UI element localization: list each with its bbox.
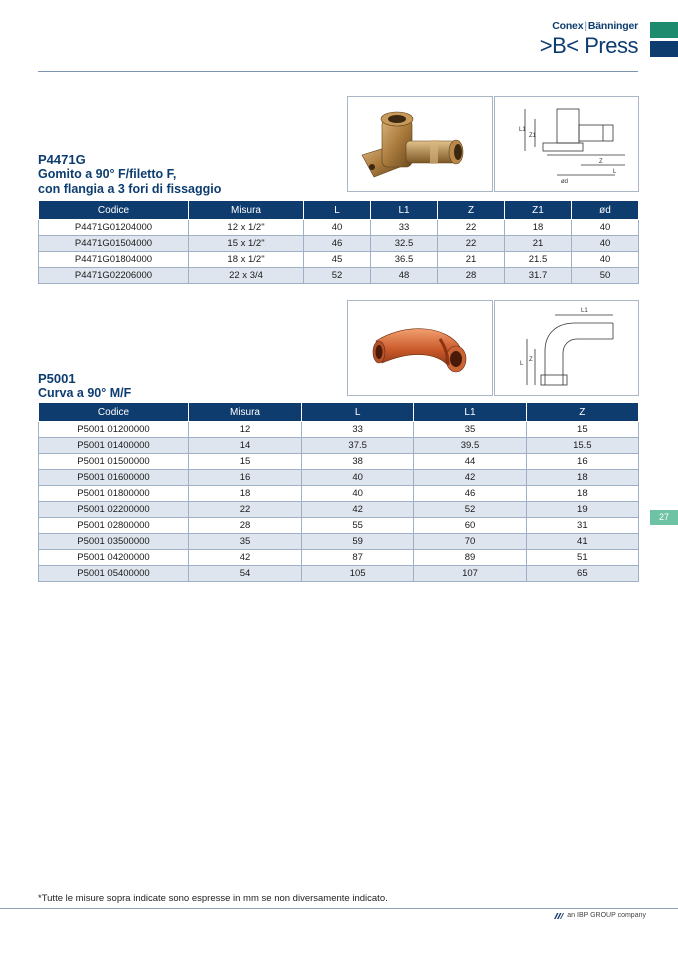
table-cell: 52 — [304, 268, 371, 284]
col-header-l1: L1 — [371, 201, 438, 220]
table-cell: 45 — [304, 252, 371, 268]
table-cell: 65 — [526, 566, 638, 582]
col-header-l1: L1 — [414, 403, 526, 422]
table-cell: 50 — [572, 268, 639, 284]
table-cell: P4471G01504000 — [39, 236, 189, 252]
table-row — [39, 454, 639, 470]
brand-name-banninger: Bänninger — [587, 20, 638, 32]
table-cell: 41 — [526, 534, 638, 550]
table-cell: 38 — [302, 454, 414, 470]
dimensions-table-p5001 — [38, 402, 639, 582]
table-header-row — [39, 403, 639, 422]
col-header-misura: Misura — [189, 201, 304, 220]
brand-name-conex: Conex — [552, 20, 584, 32]
footnote: *Tutte le misure sopra indicate sono espresse in mm se non diversamente indicato. — [38, 893, 388, 904]
brand-separator: | — [584, 20, 587, 32]
footer-divider — [0, 908, 678, 909]
header-tab-blue — [650, 41, 678, 57]
table-cell: 31 — [526, 518, 638, 534]
table-cell: 18 x 1/2" — [189, 252, 304, 268]
table-cell: 70 — [414, 534, 526, 550]
table-cell: 52 — [414, 502, 526, 518]
col-header-l: L — [304, 201, 371, 220]
table-cell: 22 — [189, 502, 302, 518]
drawing-label-z: Z — [529, 357, 533, 363]
table-cell: 31.7 — [505, 268, 572, 284]
bend-drawing-icon — [495, 301, 640, 397]
table-cell: 21 — [505, 236, 572, 252]
table-cell: 15 x 1/2" — [189, 236, 304, 252]
table-cell: P5001 03500000 — [39, 534, 189, 550]
elbow-flange-drawing-icon — [495, 97, 640, 193]
col-header-z: Z — [526, 403, 638, 422]
table-cell: 16 — [526, 454, 638, 470]
table-cell: 42 — [302, 502, 414, 518]
col-header-codice: Codice — [39, 403, 189, 422]
table-cell: 42 — [414, 470, 526, 486]
col-header-codice: Codice — [39, 201, 189, 220]
table-cell: 35 — [189, 534, 302, 550]
table-cell: 54 — [189, 566, 302, 582]
technical-drawing-elbow-flange — [494, 96, 639, 192]
table-row — [39, 470, 639, 486]
elbow-flange-photo-icon — [348, 97, 494, 193]
table-cell: 60 — [414, 518, 526, 534]
table-cell: 15 — [526, 422, 638, 438]
col-header-z: Z — [438, 201, 505, 220]
table-cell: 51 — [526, 550, 638, 566]
table-cell: 15 — [189, 454, 302, 470]
table-cell: 44 — [414, 454, 526, 470]
table-cell: 55 — [302, 518, 414, 534]
table-row — [39, 252, 639, 268]
footer-company-text: an IBP GROUP company — [567, 912, 646, 919]
product-title-line2: con flangia a 3 fori di fissaggio — [38, 182, 222, 196]
table-row — [39, 550, 639, 566]
table-cell: P5001 02200000 — [39, 502, 189, 518]
table-cell: P4471G01804000 — [39, 252, 189, 268]
table-cell: 15.5 — [526, 438, 638, 454]
drawing-label-l: L — [520, 361, 524, 367]
col-header-z1: Z1 — [505, 201, 572, 220]
header-tab-green — [650, 22, 678, 38]
table-cell: 39.5 — [414, 438, 526, 454]
table-header-row — [39, 201, 639, 220]
table-cell: P4471G02206000 — [39, 268, 189, 284]
table-cell: 22 — [438, 236, 505, 252]
table-row — [39, 486, 639, 502]
table-cell: 40 — [572, 220, 639, 236]
table-cell: 46 — [304, 236, 371, 252]
table-cell: 18 — [505, 220, 572, 236]
table-cell: 59 — [302, 534, 414, 550]
table-row — [39, 268, 639, 284]
col-header-od: ød — [572, 201, 639, 220]
table-cell: 16 — [189, 470, 302, 486]
copper-bend-photo-icon — [348, 301, 494, 397]
product-photo-elbow-flange — [347, 96, 493, 192]
table-cell: 107 — [414, 566, 526, 582]
product-title-line1: Gomito a 90° F/filetto F, — [38, 167, 177, 181]
dimensions-table-p4471g — [38, 200, 639, 284]
table-cell: 35 — [414, 422, 526, 438]
table-cell: 48 — [371, 268, 438, 284]
table-row — [39, 534, 639, 550]
table-row — [39, 566, 639, 582]
table-row — [39, 518, 639, 534]
table-cell: 18 — [526, 486, 638, 502]
table-cell: 28 — [438, 268, 505, 284]
table-cell: 36.5 — [371, 252, 438, 268]
drawing-label-z: Z — [599, 159, 603, 165]
table-cell: 42 — [189, 550, 302, 566]
table-cell: 40 — [572, 236, 639, 252]
table-cell: 46 — [414, 486, 526, 502]
product-title — [38, 167, 221, 197]
page-number: 27 — [650, 510, 678, 525]
table-cell: 32.5 — [371, 236, 438, 252]
brand-product-line: >B< Press — [539, 33, 638, 58]
brand-logo — [540, 20, 638, 59]
table-cell: P5001 01200000 — [39, 422, 189, 438]
col-header-l: L — [302, 403, 414, 422]
table-cell: 40 — [572, 252, 639, 268]
table-cell: 33 — [371, 220, 438, 236]
table-cell: 14 — [189, 438, 302, 454]
table-cell: 22 x 3/4 — [189, 268, 304, 284]
table-cell: 19 — [526, 502, 638, 518]
table-row — [39, 236, 639, 252]
table-cell: P5001 01400000 — [39, 438, 189, 454]
table-row — [39, 220, 639, 236]
table-cell: 12 x 1/2" — [189, 220, 304, 236]
drawing-label-z1: Z1 — [529, 133, 537, 139]
footer-company — [554, 912, 646, 919]
table-cell: P4471G01204000 — [39, 220, 189, 236]
table-cell: 105 — [302, 566, 414, 582]
table-cell: 33 — [302, 422, 414, 438]
table-cell: 21.5 — [505, 252, 572, 268]
product-code: P5001 — [38, 371, 76, 386]
technical-drawing-bend — [494, 300, 639, 396]
brand-name — [540, 20, 638, 32]
table-cell: 12 — [189, 422, 302, 438]
table-cell: 28 — [189, 518, 302, 534]
table-cell: 89 — [414, 550, 526, 566]
table-row — [39, 438, 639, 454]
table-cell: 18 — [189, 486, 302, 502]
table-row — [39, 422, 639, 438]
table-cell: P5001 01600000 — [39, 470, 189, 486]
product-title: Curva a 90° M/F — [38, 386, 132, 400]
table-cell: 40 — [302, 470, 414, 486]
col-header-misura: Misura — [189, 403, 302, 422]
table-row — [39, 502, 639, 518]
table-cell: 40 — [304, 220, 371, 236]
table-body — [39, 422, 639, 582]
table-cell: 40 — [302, 486, 414, 502]
table-cell: 37.5 — [302, 438, 414, 454]
table-cell: 22 — [438, 220, 505, 236]
table-body — [39, 220, 639, 284]
drawing-label-l: L — [613, 169, 617, 175]
table-cell: 18 — [526, 470, 638, 486]
table-cell: P5001 05400000 — [39, 566, 189, 582]
table-cell: P5001 01500000 — [39, 454, 189, 470]
header-divider — [38, 71, 638, 72]
ibp-stripes-icon — [554, 913, 564, 919]
product-photo-bend — [347, 300, 493, 396]
product-section-p5001 — [38, 300, 639, 590]
drawing-label-l1: L1 — [519, 127, 526, 133]
drawing-label-od: ød — [561, 179, 569, 185]
drawing-label-l1: L1 — [581, 308, 588, 314]
table-cell: 87 — [302, 550, 414, 566]
table-cell: P5001 01800000 — [39, 486, 189, 502]
product-code: P4471G — [38, 152, 86, 167]
table-cell: 21 — [438, 252, 505, 268]
table-cell: P5001 02800000 — [39, 518, 189, 534]
product-section-p4471g — [38, 96, 639, 286]
table-cell: P5001 04200000 — [39, 550, 189, 566]
